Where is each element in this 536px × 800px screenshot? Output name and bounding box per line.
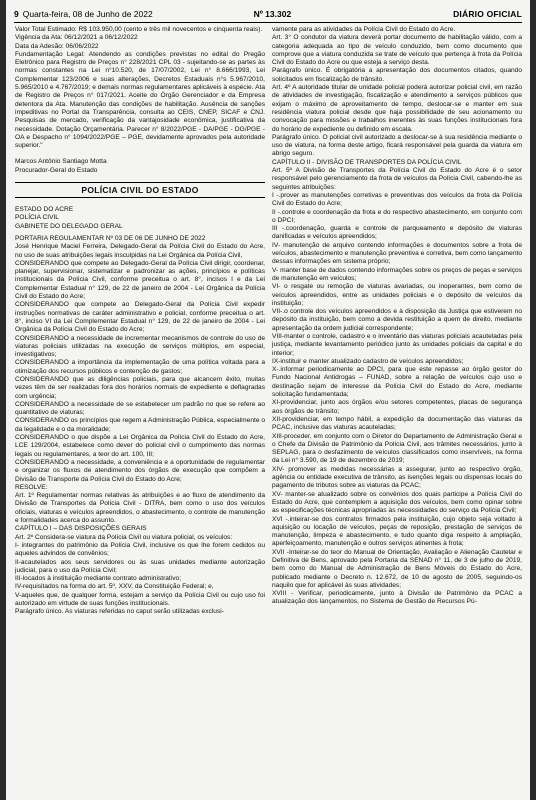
paragraph: CONSIDERANDO a necessidade, a conveniência e a oportunidade de regulamentar e organizar os fluxos de atendimento dos órgãos de execução que compõem a Divisão de Transporte da Polícia Civil do Estado do Acre; (15, 458, 265, 483)
publication-brand: DIÁRIO OFICIAL (453, 9, 522, 19)
paragraph: Art. 2º Considera-se viatura da Polícia Civil ou viatura policial, os veículos: (15, 533, 233, 541)
publication-date: Quarta-feira, 08 de Junho de 2022 (22, 9, 153, 19)
paragraph: PORTARIA REGULAMENTAR Nº 03 DE 06 DE JUNHO DE 2022 (15, 234, 206, 242)
paragraph: Data da Adesão: 06/06/2022 (15, 42, 99, 50)
org-line: POLÍCIA CIVIL (15, 214, 59, 222)
paragraph: I -.prover as manutenções corretivas e preventivas dos veículos da frota da Polícia Civil do Estado do Acre; (272, 191, 522, 208)
paragraph: Parágrafo único. As viaturas referidas no caput serão utilizadas exclusi- (15, 608, 224, 616)
signature-role: Procurador-Geral do Estado (15, 166, 98, 174)
paragraph: IV-requisitados na forma do art. 5º, XXV, da Constituição Federal; e, (15, 583, 214, 591)
paragraph: XII-providenciar, em tempo hábil, a expedição da documentação das viaturas da PCAC, inclusive das viaturas acauteladas; (272, 415, 522, 432)
paragraph: RESOLVE: (15, 483, 48, 491)
paragraph: X-.informar periodicamente ao DPCI, para que este repasse ao órgão gestor do Fundo Nacional Antidrogas – FUNAD, sobre a relação de veículos cujo uso e destinação sejam de interesse da Polícia Civil do Estado do Acre, mediante solicitação fundamentada; (272, 366, 522, 399)
right-column (272, 26, 522, 607)
paragraph: XVII -Inteirar-se do teor do Manual de Orientação, Avaliação e Alienação Cautelar e Definitiva de Bens, aprovado pela Portaria da SENAD n° 11, de 3 de julho de 2019, bem como do Manual de Administração de Bens Móveis do Estado do Acre, publicado mediante o Decreto n. 12.672, de 10 de agosto de 2005, seguindo-os naquilo que for aplicável às suas atividades; (272, 548, 522, 589)
left-column (15, 26, 265, 617)
paragraph: CONSIDERANDO que as diligências policiais, para que alcancem êxito, muitas vezes têm de ser realizadas fora dos horários normais de expediente e deflagradas com urgência; (15, 375, 265, 400)
paragraph: II -.controle e coordenação da frota e do respectivo abastecimento, em conjunto com o DPCI; (272, 208, 522, 224)
paragraph: V-aqueles que, de qualquer forma, estejam a serviço da Polícia Civil ou cujo uso foi autorizado em virtude de suas funções institucionais. (15, 591, 265, 607)
paragraph: XVIII - Verificar, periodicamente, junto à Divisão de Patrimônio da PCAC a atualização dos lançamentos, no Sistema de Gestão de Recursos Pú- (272, 590, 522, 606)
paragraph: Parágrafo único. O policial civil autorizado a deslocar-se à sua residência mediante o uso de viatura, na forma deste artigo, ficará responsável pela guarda da viatura em abrigo seguro. (272, 133, 522, 158)
paragraph: Art. 3° O condutor da viatura deverá portar documento de habilitação válido, com a categoria adequada ao tipo de veículo conduzido, bem como documento que comprove que a viatura conduzida se trate de veículo que pertença à frota da Polícia Civil do Estado do Acre ou que esteja a serviço desta. (272, 34, 522, 67)
paragraph: III-locados à instituição mediante contrato administrativo; (15, 575, 182, 583)
paragraph: CONSIDERANDO que compete ao Delegado-Geral da Polícia Civil expedir instruções normativas de caráter administrativo e policial, conforme preceitua o art. 8°, inciso VI da Lei Complementar Estadual n° 129, de 22 de janeiro de 2004 - Lei Orgânica da Polícia Civil do Estado do Acre; (15, 301, 265, 334)
edition-number: Nº 13.302 (253, 9, 292, 19)
paragraph: CONSIDERANDO o que dispõe a Lei Orgânica da Polícia Civil do Estado do Acre, LCE 129/2004, estabelece como dever do policial civil o cumprimento das normas legais ou regulamentares, a teor do art. 100, III; (15, 434, 265, 458)
paragraph: IX-instituir e manter atualizado cadastro de veículos apreendidos; (272, 357, 464, 365)
page-number: 9 (14, 9, 19, 19)
paragraph: V- manter base de dados contendo informações sobre os preços de peças e serviços de manutenção em veículos; (272, 266, 522, 282)
paragraph: XIV- promover as medidas necessárias a assegurar, junto ao respectivo órgão, agência ou entidade executiva de trânsito, as isenções legais ou dispensas locais do pagamento de tributos sobre as viaturas da PCAC; (272, 465, 522, 490)
paragraph: Art. 4º A autoridade titular de unidade policial poderá autorizar policial civil, em razão de atividades de investigação, fiscalização e atendimento a serviços públicos que exijam o máximo de aproveitamento de tempo, deslocar-se e manter em sua residência viatura policial desde que haja possibilidade de seu acionamento ou convocação para missões e trabalhos inerentes às suas funções institucionais fora do horário de expediente ou definido em escala. (272, 84, 522, 133)
paragraph: Fundamentação Legal: Atendendo as condições previstas no edital do Pregão Eletrônico para Registro de Preços n° 228/2021 CPL 03 - sujeitando-se as partes às normas constantes na Lei n°10.520, de 17/07/2002, Lei n° 8.666/1993, Lei Complementar 123/2006 e suas alterações, Decretos Estaduais n°s 5.967/2010, 5.965/2010 e 4.767/2019; e demais normas regulamentares aplicáveis à espécie. Ata de Registro de Preços n° 017/2021. Aceite do Órgão Gerenciador e da Empresa detentora da Ata. Manutenção das condições de habilitação. Ausência de sanções impeditivas no Portal da Transparência, consulta ao CEIS, CNEP, SICAF e CNJ. Pesquisas de mercado, verificação da vantajosidade econômica, justificativa da necessidade. Dotação Orçamentária. Parecer n° 8/2022/PGE - DA/PGE - DG/PGE - OA e Despacho n° 1094/2022/PGE – PGE, devidamente aprovados pela autoridade superior." (15, 50, 265, 150)
section-title: POLÍCIA CIVIL DO ESTADO (15, 182, 265, 198)
paragraph: XI-providenciar, junto aos órgãos e/ou setores competentes, placas de segurança aos órgãos de trânsito; (272, 399, 522, 415)
paragraph: II-acautelados aos seus servidores ou às suas unidades mediante autorização judicial, para o uso da Polícia Civil; (15, 558, 265, 574)
paragraph: I- integrantes do patrimônio da Polícia Civil, inclusive os que lhe forem cedidos ou aqueles advindos de convênios; (15, 541, 265, 558)
page-header (14, 6, 522, 23)
paragraph: José Henrique Maciel Ferreira, Delegado-Geral da Polícia Civil do Estado do Acre, no uso de suas atribuições legais insculpidas na Lei Orgânica da Polícia Civil, (15, 243, 265, 259)
paragraph: XV- manter-se atualizado sobre os convênios dos quais participe a Polícia Civil do Estado do Acre, que contemplem a aquisição dos veículos, bem como opinar sobre as especificações técnicas apropriadas às necessidades do serviço da Polícia Civil; (272, 490, 522, 515)
org-line: ESTADO DO ACRE (15, 206, 74, 214)
paragraph: VI- o resgate ou remoção de viaturas avariadas, ou inoperantes, bem como de veículos apreendidos, entre as unidades policiais e o depósito de veículos da instituição; (272, 283, 522, 307)
paragraph: Parágrafo único. É obrigatória a apresentação dos documentos citados, quando solicitados em fiscalização de trânsito. (272, 67, 522, 83)
paragraph: CONSIDERANDO que compete ao Delegado-Geral da Polícia Civil dirigir, coordenar, planejar, supervisionar, sistematizar e padronizar as ações, princípios e políticas institucionais da Polícia Civil, conforme preceitua o art. 8°, incisos I e da Lei Complementar Estadual n° 129, de 22 de janeiro de 2004 - Lei Orgânica da Polícia Civil do Estado do Acre; (15, 259, 265, 301)
paragraph: Art. 5º A Divisão de Transportes da Polícia Civil do Estado do Acre é o setor responsável pelo gerenciamento da frota de veículos da Polícia Civil, cabendo-lhe as seguintes atribuições: (272, 167, 522, 191)
paragraph: CAPÍTULO I – DAS DISPOSIÇÕES GERAIS (15, 525, 147, 533)
org-line: GABINETE DO DELEGADO GERAL (15, 222, 123, 230)
paragraph: Art. 1º Regulamentar normas relativas às atribuições e ao fluxo de atendimento da Divisão de Transportes da Polícia Civil - DITRA, bem como o uso dos veículos oficiais, viaturas e veículos apreendidos, o abastecimento, o controle de manutenção e formalidades acerca do assunto. (15, 492, 265, 525)
paragraph: vamente para as atividades da Polícia Civil do Estado do Acre. (272, 26, 456, 33)
signature-name: Marcos Antônio Santiago Motta (15, 158, 107, 166)
newspaper-page (6, 0, 530, 800)
paragraph: Vigência da Ata: 06/12/2021 a 06/12/2022 (15, 34, 138, 42)
paragraph: CONSIDERANDO a importância da implementação de uma política voltada para a otimização dos recursos públicos e contenção de gastos; (15, 359, 265, 375)
paragraph: IV- manutenção de arquivo contendo informações e documentos sobre a frota de veículos, abastecimento e manutenção preventiva e corretiva, bem como lançamento dessas informações em sistema próprio; (272, 241, 522, 266)
paragraph: CONSIDERANDO a necessidade de incrementar mecanismos de controle do uso de viaturas policiais utilizadas na execução de serviços múltiplos, em especial, investigativos; (15, 334, 265, 359)
paragraph: VIII-manter o controle, cadastro e o inventário das viaturas policiais acauteladas pela justiça, mediante levantamento periódico junto às unidades policiais da capital e do interior; (272, 332, 522, 357)
paragraph: III -.coordenação, guarda e controle de parqueamento e depósito de viaturas danificadas e veículos apreendidos; (272, 225, 522, 241)
paragraph: XIII-proceder, em conjunto com o Diretor do Departamento de Administração Geral e o Chefe da Divisão de Patrimônio da Polícia Civil, aos trâmites necessários, junto à SEPLAG, para o desfazimento de veículos classificados como inservíveis, na forma da Lei n° 3.590, de 19 de dezembro de 2019; (272, 432, 522, 465)
paragraph: CONSIDERANDO a necessidade de se estabelecer um padrão no que se refere ao quantitativo de viaturas; (15, 400, 265, 417)
paragraph: CAPÍTULO II - DIVISÃO DE TRANSPORTES DA POLÍCIA CIVIL (272, 158, 462, 166)
paragraph: CONSIDERANDO os princípios que regem a Administração Pública, especialmente o da legalidade e o da moralidade; (15, 417, 265, 433)
paragraph: Valor Total Estimado: R$ 103.950,00 (cento e três mil novecentos e cinquenta reais). (15, 26, 263, 33)
paragraph: XVI -.inteirar-se dos contratos firmados pela instituição, cujo objeto seja voltado à aquisição ou locação de veículos, peças de reposição, prestação de serviços de manutenção, limpeza e abastecimento, e tudo quanto diga respeito à ampliação, aperfeiçoamento, manutenção e outros serviços atinentes à frota; (272, 515, 522, 548)
paragraph: VII-.o controle dos veículos apreendidos e à disposição da Justiça que estiverem no depósito da instituição, bem como a devida restituição a quem de direito, mediante apresentação da ordem judicial correspondente; (272, 308, 522, 332)
